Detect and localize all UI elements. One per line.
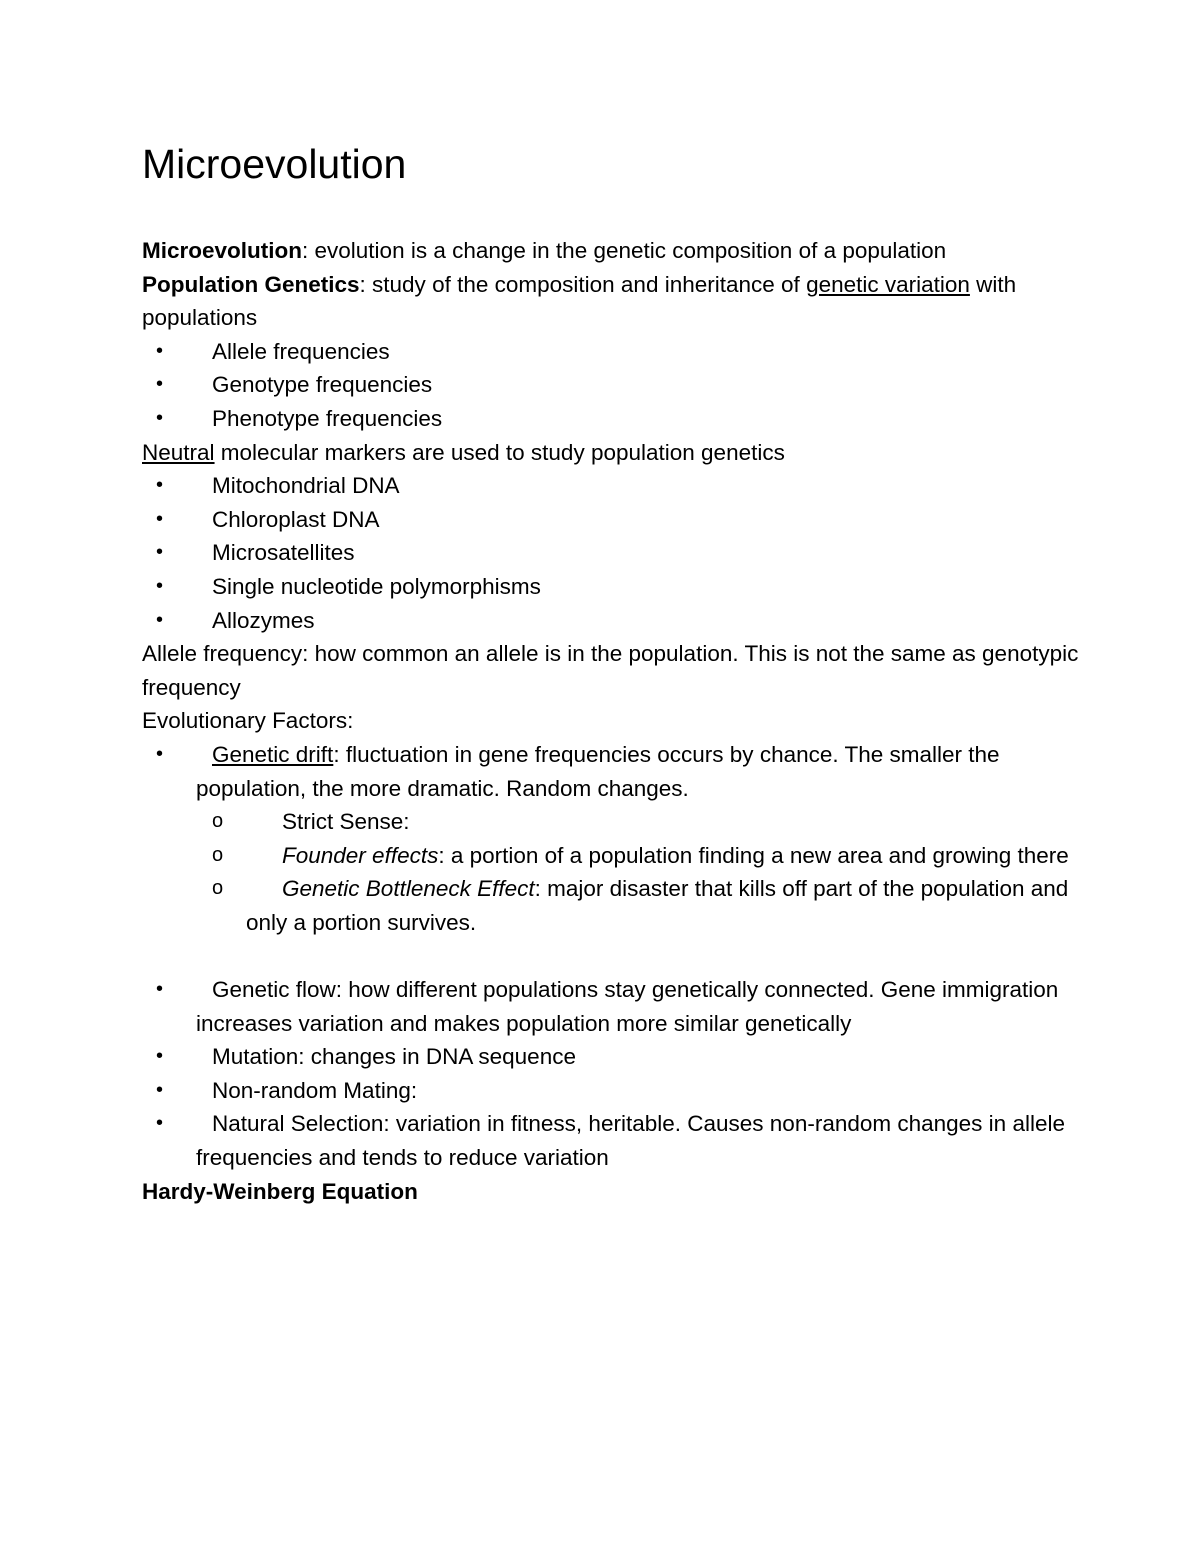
definition-text: : study of the composition and inheritance of [359,271,807,297]
sub-list-item-text: Strict Sense: [282,809,410,835]
sub-list-item [142,805,1082,839]
list-item-text: : fluctuation in gene frequencies occurs by chance. The smaller the population, the more dramatic. Random changes. [196,741,1000,801]
sub-list-item-text: : major disaster that kills off part of the population and only a portion survives. [246,876,1069,935]
list-item [142,503,1082,537]
list-item [142,368,1082,402]
term-founder-effects: Founder effects [282,842,439,868]
bullet-icon: • [156,1112,164,1135]
list-item-text: Genotype frequencies [212,372,433,398]
bullet-icon: • [156,406,164,429]
bullet-icon: • [156,541,164,564]
list-item-text: Chloroplast DNA [212,506,380,532]
allele-frequency-paragraph: Allele frequency: how common an allele is in the population. This is not the same as genotypic frequency [142,641,1079,700]
factors-list [142,738,1082,1175]
sub-list-item-text: : a portion of a population finding a new area and growing there [438,842,1069,868]
bullet-icon: • [156,608,164,631]
circle-bullet-icon: o [212,843,224,866]
hardy-weinberg-heading: Hardy-Weinberg Equation [142,1178,418,1204]
list-item [142,604,1082,638]
term-population-genetics: Population Genetics [142,271,360,297]
list-item [142,973,1082,1040]
circle-bullet-icon: o [212,810,224,833]
neutral-markers-line [142,436,1082,470]
sub-list-item [142,839,1082,873]
evolutionary-factors-heading: Evolutionary Factors: [142,708,354,734]
bullet-icon: • [156,373,164,396]
list-item [142,1107,1082,1174]
bullet-icon: • [156,507,164,530]
bullet-icon: • [156,1045,164,1068]
list-item [142,335,1082,369]
definition-population-genetics [142,268,1082,335]
list-item [142,1074,1082,1108]
drift-sublist [142,805,1082,939]
bullet-icon: • [156,978,164,1001]
bullet-icon: • [156,339,164,362]
list-item [142,536,1082,570]
bullet-icon: • [156,742,164,765]
list-item-text: Non-random Mating: [212,1077,418,1103]
list-item-text: Allele frequencies [212,338,390,364]
list-item-text: Microsatellites [212,540,355,566]
bullet-icon: • [156,1078,164,1101]
list-item [142,402,1082,436]
list-item-text: Phenotype frequencies [212,405,443,431]
definition-microevolution [142,234,1082,268]
definition-text: : evolution is a change in the genetic composition of a population [302,238,947,263]
term-microevolution: Microevolution [142,238,303,263]
list-item-text: Natural Selection: variation in fitness, heritable. Causes non-random changes in allele frequencies and tends to reduce variation [196,1111,1065,1171]
list-item-text: Allozymes [212,607,315,633]
page-title: Microevolution [142,141,407,187]
bullet-icon: • [156,474,164,497]
list-item [142,570,1082,604]
document-body [142,234,1082,1208]
definition-text: with populations [142,271,1017,331]
list-item-text: Genetic flow: how different populations stay genetically connected. Gene immigration increases variation and makes population more similar genetically [196,977,1059,1036]
list-item-text: Mitochondrial DNA [212,473,400,499]
popgen-list [142,335,1082,436]
marker-list [142,469,1082,637]
underlined-neutral: Neutral [142,439,215,465]
term-genetic-drift: Genetic drift [212,741,334,767]
sub-list-item [142,872,1082,939]
term-bottleneck-effect: Genetic Bottleneck Effect [282,876,535,902]
line-text: molecular markers are used to study population genetics [214,439,785,465]
bullet-icon: • [156,574,164,597]
list-item-text: Single nucleotide polymorphisms [212,573,541,599]
list-item [142,1040,1082,1074]
list-item-text: Mutation: changes in DNA sequence [212,1044,576,1070]
blank-line [142,939,1082,973]
underlined-genetic-variation: genetic variation [806,271,970,297]
circle-bullet-icon: o [212,877,224,900]
list-item [142,469,1082,503]
list-item-genetic-drift [142,738,1082,805]
